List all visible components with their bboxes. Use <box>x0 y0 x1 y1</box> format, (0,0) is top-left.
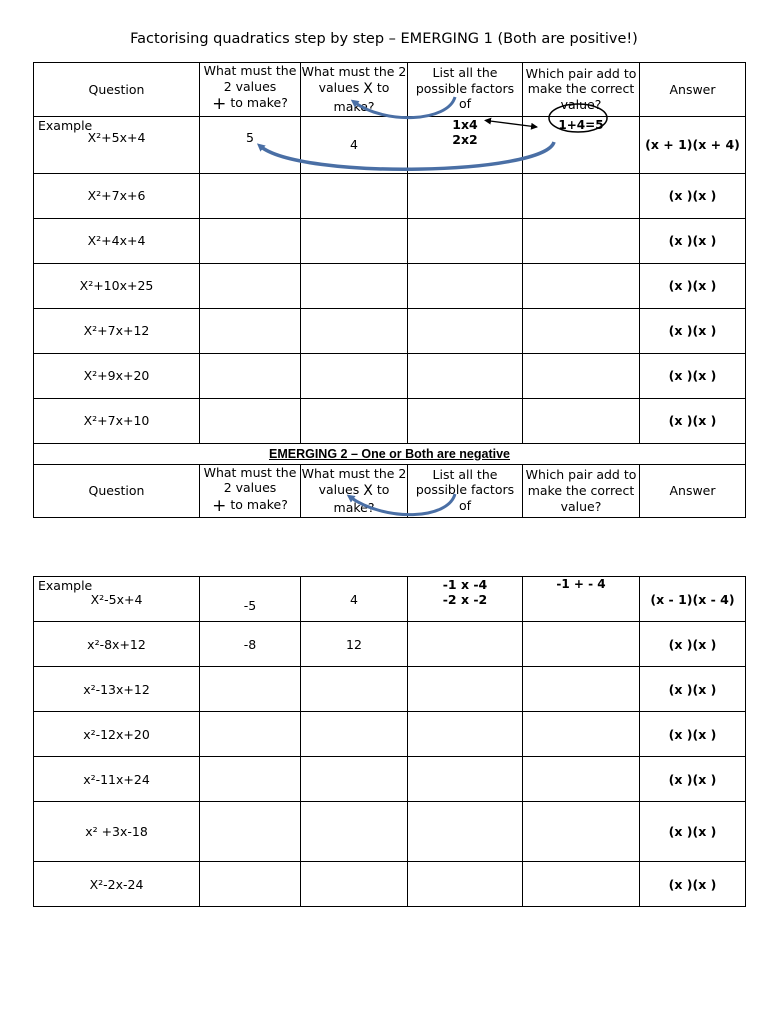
pair-cell[interactable] <box>523 757 640 802</box>
add-cell[interactable] <box>200 218 301 263</box>
example-pair: 1+4=5 <box>523 116 640 173</box>
header-factors: List all the possible factors of <box>408 464 523 518</box>
question-cell: X²+7x+6 <box>34 173 200 218</box>
pair-cell[interactable] <box>523 263 640 308</box>
example-label: Example <box>38 578 93 593</box>
answer-cell[interactable]: (x )(x ) <box>640 622 746 667</box>
question-cell: X²+9x+20 <box>34 353 200 398</box>
mult-cell[interactable] <box>301 667 408 712</box>
add-cell[interactable] <box>200 308 301 353</box>
pair-cell[interactable] <box>523 622 640 667</box>
example-mult-value: 4 <box>301 116 408 173</box>
pair-cell[interactable] <box>523 398 640 443</box>
table-row <box>34 218 746 263</box>
example-add-value: 5 <box>200 116 301 173</box>
header-factors: List all the possible factors of <box>408 63 523 117</box>
question-cell: X²+7x+10 <box>34 398 200 443</box>
example-row <box>34 577 746 622</box>
add-cell[interactable] <box>200 263 301 308</box>
factors-cell[interactable] <box>408 263 523 308</box>
table-row <box>34 862 746 907</box>
emerging-2-table <box>33 576 746 907</box>
example-factors: 1x4 2x2 <box>408 116 523 173</box>
example-question-cell: Example X²+5x+4 <box>34 116 200 173</box>
mult-cell[interactable] <box>301 802 408 862</box>
mult-cell[interactable] <box>301 353 408 398</box>
answer-cell[interactable]: (x )(x ) <box>640 667 746 712</box>
factors-cell[interactable] <box>408 802 523 862</box>
answer-cell[interactable]: (x )(x ) <box>640 353 746 398</box>
pair-cell[interactable] <box>523 173 640 218</box>
example-mult-value: 4 <box>301 577 408 622</box>
answer-cell[interactable]: (x )(x ) <box>640 263 746 308</box>
example-answer: (x + 1)(x + 4) <box>640 116 746 173</box>
add-cell[interactable] <box>200 802 301 862</box>
mult-cell[interactable] <box>301 308 408 353</box>
mult-cell[interactable] <box>301 862 408 907</box>
pair-cell[interactable] <box>523 802 640 862</box>
example-pair: -1 + - 4 <box>523 577 640 622</box>
header-question: Question <box>34 464 200 518</box>
factors-cell[interactable] <box>408 712 523 757</box>
add-cell[interactable] <box>200 712 301 757</box>
pair-cell[interactable] <box>523 353 640 398</box>
factors-cell[interactable] <box>408 173 523 218</box>
factors-cell[interactable] <box>408 757 523 802</box>
banner-row <box>34 443 746 464</box>
mult-cell[interactable] <box>301 173 408 218</box>
answer-cell[interactable]: (x )(x ) <box>640 712 746 757</box>
add-cell[interactable] <box>200 353 301 398</box>
example-question-cell: Example X²-5x+4 <box>34 577 200 622</box>
factors-cell[interactable] <box>408 308 523 353</box>
table-row <box>34 173 746 218</box>
pair-cell[interactable] <box>523 862 640 907</box>
mult-cell[interactable] <box>301 712 408 757</box>
question-cell: X²+4x+4 <box>34 218 200 263</box>
answer-cell[interactable]: (x )(x ) <box>640 398 746 443</box>
mult-cell[interactable] <box>301 218 408 263</box>
header-pair: Which pair add to make the correct value? <box>523 63 640 117</box>
add-cell[interactable] <box>200 667 301 712</box>
header-add: What must the 2 values + to make? <box>200 63 301 117</box>
add-cell[interactable] <box>200 757 301 802</box>
question-cell: X²-2x-24 <box>34 862 200 907</box>
add-cell[interactable] <box>200 398 301 443</box>
add-cell[interactable]: -8 <box>200 622 301 667</box>
factors-cell[interactable] <box>408 622 523 667</box>
answer-cell[interactable]: (x )(x ) <box>640 173 746 218</box>
emerging-1-table <box>33 62 746 518</box>
header-multiply: What must the 2 values X to make? <box>301 464 408 518</box>
table-row <box>34 353 746 398</box>
factors-cell[interactable] <box>408 353 523 398</box>
question-cell: x² +3x-18 <box>34 802 200 862</box>
example-label: Example <box>38 117 93 133</box>
question-cell: x²-8x+12 <box>34 622 200 667</box>
example-add-value: -5 <box>200 577 301 622</box>
pair-cell[interactable] <box>523 667 640 712</box>
table-row <box>34 263 746 308</box>
add-cell[interactable] <box>200 173 301 218</box>
table-row <box>34 802 746 862</box>
question-cell: X²+10x+25 <box>34 263 200 308</box>
add-cell[interactable] <box>200 862 301 907</box>
table-row <box>34 622 746 667</box>
answer-cell[interactable]: (x )(x ) <box>640 862 746 907</box>
example-answer: (x - 1)(x - 4) <box>640 577 746 622</box>
question-cell: x²-12x+20 <box>34 712 200 757</box>
pair-cell[interactable] <box>523 308 640 353</box>
answer-cell[interactable]: (x )(x ) <box>640 308 746 353</box>
header-pair: Which pair add to make the correct value? <box>523 464 640 518</box>
mult-cell[interactable] <box>301 757 408 802</box>
header-multiply: What must the 2 values X to make? <box>301 63 408 117</box>
table-row <box>34 308 746 353</box>
mult-cell[interactable] <box>301 398 408 443</box>
header-row <box>34 63 746 117</box>
example-row <box>34 116 746 173</box>
answer-cell[interactable]: (x )(x ) <box>640 802 746 862</box>
header-answer: Answer <box>640 464 746 518</box>
header-answer: Answer <box>640 63 746 117</box>
answer-cell[interactable]: (x )(x ) <box>640 218 746 263</box>
header-row-2 <box>34 464 746 518</box>
section-banner: EMERGING 2 – One or Both are negative <box>34 443 746 464</box>
header-question: Question <box>34 63 200 117</box>
table-row <box>34 712 746 757</box>
mult-cell[interactable]: 12 <box>301 622 408 667</box>
factors-cell[interactable] <box>408 218 523 263</box>
factors-cell[interactable] <box>408 862 523 907</box>
table-row <box>34 398 746 443</box>
mult-cell[interactable] <box>301 263 408 308</box>
factors-cell[interactable] <box>408 398 523 443</box>
pair-cell[interactable] <box>523 712 640 757</box>
example-factors: -1 x -4 -2 x -2 <box>408 577 523 622</box>
header-add: What must the 2 values + to make? <box>200 464 301 518</box>
answer-cell[interactable]: (x )(x ) <box>640 757 746 802</box>
question-cell: x²-13x+12 <box>34 667 200 712</box>
page-title: Factorising quadratics step by step – EMERGING 1 (Both are positive!) <box>130 31 638 47</box>
question-cell: X²+7x+12 <box>34 308 200 353</box>
table-row <box>34 757 746 802</box>
pair-cell[interactable] <box>523 218 640 263</box>
table-row <box>34 667 746 712</box>
question-cell: x²-11x+24 <box>34 757 200 802</box>
factors-cell[interactable] <box>408 667 523 712</box>
